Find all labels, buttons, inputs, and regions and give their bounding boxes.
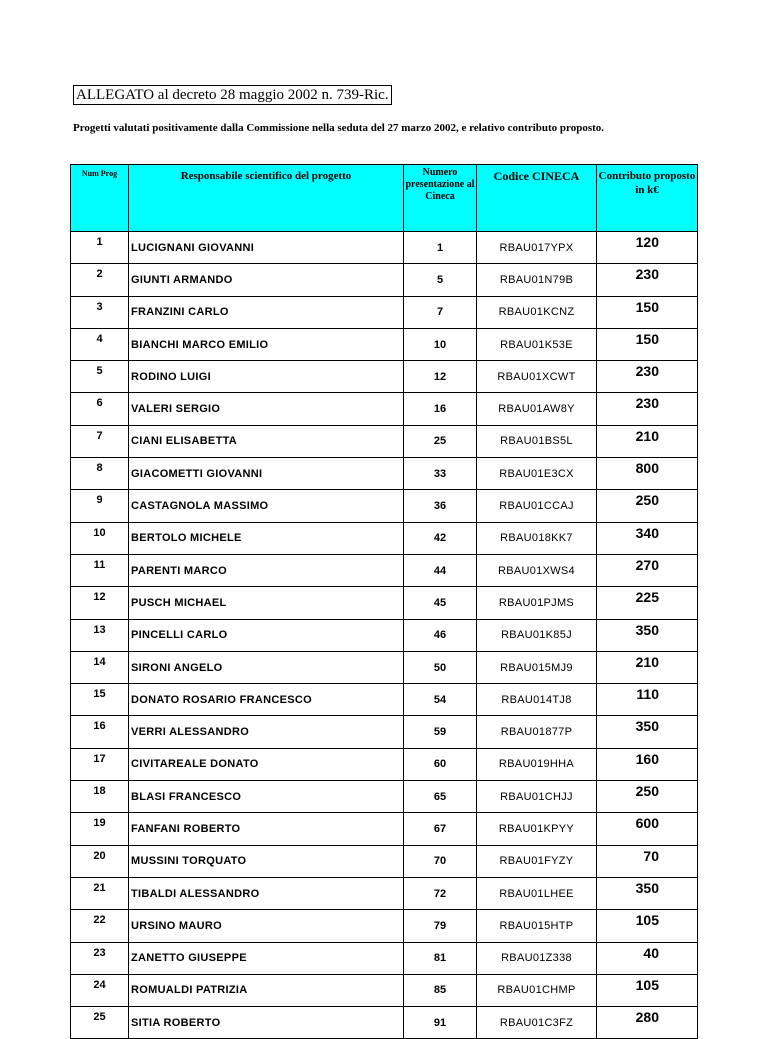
table-row xyxy=(71,877,698,909)
table-row xyxy=(71,232,698,264)
table-row xyxy=(71,296,698,328)
cineca-code: RBAU01K85J xyxy=(477,619,597,651)
cineca-code: RBAU01PJMS xyxy=(477,587,597,619)
contributo-amount: 210 xyxy=(597,651,698,683)
responsabile-name: LUCIGNANI GIOVANNI xyxy=(129,232,404,264)
row-number: 3 xyxy=(71,296,129,328)
table-row xyxy=(71,684,698,716)
responsabile-name: FANFANI ROBERTO xyxy=(129,813,404,845)
responsabile-name: FRANZINI CARLO xyxy=(129,296,404,328)
table-row xyxy=(71,942,698,974)
cineca-code: RBAU014TJ8 xyxy=(477,684,597,716)
header-num-prog: Num Prog xyxy=(71,165,129,232)
presentation-number: 10 xyxy=(404,328,477,360)
table-row xyxy=(71,393,698,425)
responsabile-name: CIANI ELISABETTA xyxy=(129,425,404,457)
row-number: 12 xyxy=(71,587,129,619)
contributo-amount: 110 xyxy=(597,684,698,716)
table-row xyxy=(71,781,698,813)
contributo-amount: 150 xyxy=(597,328,698,360)
contributo-amount: 225 xyxy=(597,587,698,619)
table-row xyxy=(71,554,698,586)
cineca-code: RBAU01CHJJ xyxy=(477,781,597,813)
presentation-number: 5 xyxy=(404,264,477,296)
presentation-number: 81 xyxy=(404,942,477,974)
table-row xyxy=(71,458,698,490)
contributo-amount: 350 xyxy=(597,877,698,909)
row-number: 21 xyxy=(71,877,129,909)
table-row xyxy=(71,619,698,651)
row-number: 5 xyxy=(71,361,129,393)
table-row xyxy=(71,264,698,296)
responsabile-name: DONATO ROSARIO FRANCESCO xyxy=(129,684,404,716)
row-number: 17 xyxy=(71,748,129,780)
responsabile-name: BERTOLO MICHELE xyxy=(129,522,404,554)
presentation-number: 16 xyxy=(404,393,477,425)
contributo-amount: 40 xyxy=(597,942,698,974)
cineca-code: RBAU01BS5L xyxy=(477,425,597,457)
table-header-row xyxy=(71,165,698,232)
row-number: 23 xyxy=(71,942,129,974)
cineca-code: RBAU01CCAJ xyxy=(477,490,597,522)
contributo-amount: 250 xyxy=(597,490,698,522)
header-codice-cineca: Codice CINECA xyxy=(477,165,597,232)
responsabile-name: CIVITAREALE DONATO xyxy=(129,748,404,780)
table-row xyxy=(71,813,698,845)
table-row xyxy=(71,587,698,619)
row-number: 15 xyxy=(71,684,129,716)
row-number: 20 xyxy=(71,845,129,877)
contributo-amount: 250 xyxy=(597,781,698,813)
presentation-number: 70 xyxy=(404,845,477,877)
presentation-number: 44 xyxy=(404,554,477,586)
contributo-amount: 150 xyxy=(597,296,698,328)
table-row xyxy=(71,748,698,780)
responsabile-name: GIACOMETTI GIOVANNI xyxy=(129,458,404,490)
presentation-number: 79 xyxy=(404,910,477,942)
cineca-code: RBAU01Z338 xyxy=(477,942,597,974)
row-number: 24 xyxy=(71,974,129,1006)
cineca-code: RBAU01XCWT xyxy=(477,361,597,393)
cineca-code: RBAU01E3CX xyxy=(477,458,597,490)
row-number: 6 xyxy=(71,393,129,425)
table-row xyxy=(71,910,698,942)
presentation-number: 65 xyxy=(404,781,477,813)
responsabile-name: SITIA ROBERTO xyxy=(129,1007,404,1039)
responsabile-name: CASTAGNOLA MASSIMO xyxy=(129,490,404,522)
table-row xyxy=(71,522,698,554)
row-number: 9 xyxy=(71,490,129,522)
contributo-amount: 800 xyxy=(597,458,698,490)
responsabile-name: VERRI ALESSANDRO xyxy=(129,716,404,748)
cineca-code: RBAU01877P xyxy=(477,716,597,748)
contributo-amount: 600 xyxy=(597,813,698,845)
table-row xyxy=(71,1007,698,1039)
contributo-amount: 350 xyxy=(597,716,698,748)
row-number: 10 xyxy=(71,522,129,554)
cineca-code: RBAU01K53E xyxy=(477,328,597,360)
row-number: 18 xyxy=(71,781,129,813)
cineca-code: RBAU017YPX xyxy=(477,232,597,264)
presentation-number: 33 xyxy=(404,458,477,490)
row-number: 16 xyxy=(71,716,129,748)
cineca-code: RBAU01KPYY xyxy=(477,813,597,845)
table-row xyxy=(71,716,698,748)
cineca-code: RBAU01CHMP xyxy=(477,974,597,1006)
table-row xyxy=(71,328,698,360)
table-row xyxy=(71,845,698,877)
responsabile-name: TIBALDI ALESSANDRO xyxy=(129,877,404,909)
document-title: ALLEGATO al decreto 28 maggio 2002 n. 739-Ric. xyxy=(73,85,392,105)
presentation-number: 91 xyxy=(404,1007,477,1039)
cineca-code: RBAU015MJ9 xyxy=(477,651,597,683)
header-numero-presentazione: Numero presentazione al Cineca xyxy=(404,165,477,232)
responsabile-name: RODINO LUIGI xyxy=(129,361,404,393)
table-row xyxy=(71,490,698,522)
contributo-amount: 350 xyxy=(597,619,698,651)
table-row xyxy=(71,974,698,1006)
header-contributo: Contributo proposto in k€ xyxy=(597,165,698,232)
responsabile-name: PINCELLI CARLO xyxy=(129,619,404,651)
responsabile-name: URSINO MAURO xyxy=(129,910,404,942)
responsabile-name: PUSCH MICHAEL xyxy=(129,587,404,619)
presentation-number: 67 xyxy=(404,813,477,845)
document-intro: Progetti valutati positivamente dalla Commissione nella seduta del 27 marzo 2002, e relativo contributo proposto. xyxy=(73,122,605,134)
row-number: 1 xyxy=(71,232,129,264)
contributo-amount: 280 xyxy=(597,1007,698,1039)
presentation-number: 46 xyxy=(404,619,477,651)
contributo-amount: 210 xyxy=(597,425,698,457)
cineca-code: RBAU01C3FZ xyxy=(477,1007,597,1039)
header-responsabile: Responsabile scientifico del progetto xyxy=(129,165,404,232)
contributo-amount: 230 xyxy=(597,264,698,296)
cineca-code: RBAU01AW8Y xyxy=(477,393,597,425)
row-number: 25 xyxy=(71,1007,129,1039)
row-number: 8 xyxy=(71,458,129,490)
presentation-number: 54 xyxy=(404,684,477,716)
row-number: 4 xyxy=(71,328,129,360)
cineca-code: RBAU01FYZY xyxy=(477,845,597,877)
responsabile-name: BIANCHI MARCO EMILIO xyxy=(129,328,404,360)
presentation-number: 85 xyxy=(404,974,477,1006)
row-number: 7 xyxy=(71,425,129,457)
cineca-code: RBAU01XWS4 xyxy=(477,554,597,586)
responsabile-name: BLASI FRANCESCO xyxy=(129,781,404,813)
contributo-amount: 340 xyxy=(597,522,698,554)
presentation-number: 36 xyxy=(404,490,477,522)
contributo-amount: 230 xyxy=(597,361,698,393)
responsabile-name: PARENTI MARCO xyxy=(129,554,404,586)
contributo-amount: 105 xyxy=(597,974,698,1006)
row-number: 11 xyxy=(71,554,129,586)
table-row xyxy=(71,425,698,457)
responsabile-name: MUSSINI TORQUATO xyxy=(129,845,404,877)
cineca-code: RBAU01KCNZ xyxy=(477,296,597,328)
responsabile-name: ROMUALDI PATRIZIA xyxy=(129,974,404,1006)
contributo-amount: 105 xyxy=(597,910,698,942)
presentation-number: 45 xyxy=(404,587,477,619)
presentation-number: 1 xyxy=(404,232,477,264)
cineca-code: RBAU019HHA xyxy=(477,748,597,780)
row-number: 2 xyxy=(71,264,129,296)
row-number: 22 xyxy=(71,910,129,942)
contributo-amount: 230 xyxy=(597,393,698,425)
contributo-amount: 70 xyxy=(597,845,698,877)
cineca-code: RBAU01N79B xyxy=(477,264,597,296)
presentation-number: 72 xyxy=(404,877,477,909)
contributo-amount: 120 xyxy=(597,232,698,264)
responsabile-name: VALERI SERGIO xyxy=(129,393,404,425)
responsabile-name: ZANETTO GIUSEPPE xyxy=(129,942,404,974)
contributo-amount: 160 xyxy=(597,748,698,780)
responsabile-name: GIUNTI ARMANDO xyxy=(129,264,404,296)
presentation-number: 50 xyxy=(404,651,477,683)
presentation-number: 60 xyxy=(404,748,477,780)
presentation-number: 7 xyxy=(404,296,477,328)
presentation-number: 12 xyxy=(404,361,477,393)
row-number: 19 xyxy=(71,813,129,845)
responsabile-name: SIRONI ANGELO xyxy=(129,651,404,683)
cineca-code: RBAU01LHEE xyxy=(477,877,597,909)
presentation-number: 59 xyxy=(404,716,477,748)
table-row xyxy=(71,361,698,393)
presentation-number: 42 xyxy=(404,522,477,554)
table-row xyxy=(71,651,698,683)
projects-table xyxy=(70,164,698,1039)
contributo-amount: 270 xyxy=(597,554,698,586)
row-number: 14 xyxy=(71,651,129,683)
cineca-code: RBAU015HTP xyxy=(477,910,597,942)
cineca-code: RBAU018KK7 xyxy=(477,522,597,554)
presentation-number: 25 xyxy=(404,425,477,457)
row-number: 13 xyxy=(71,619,129,651)
